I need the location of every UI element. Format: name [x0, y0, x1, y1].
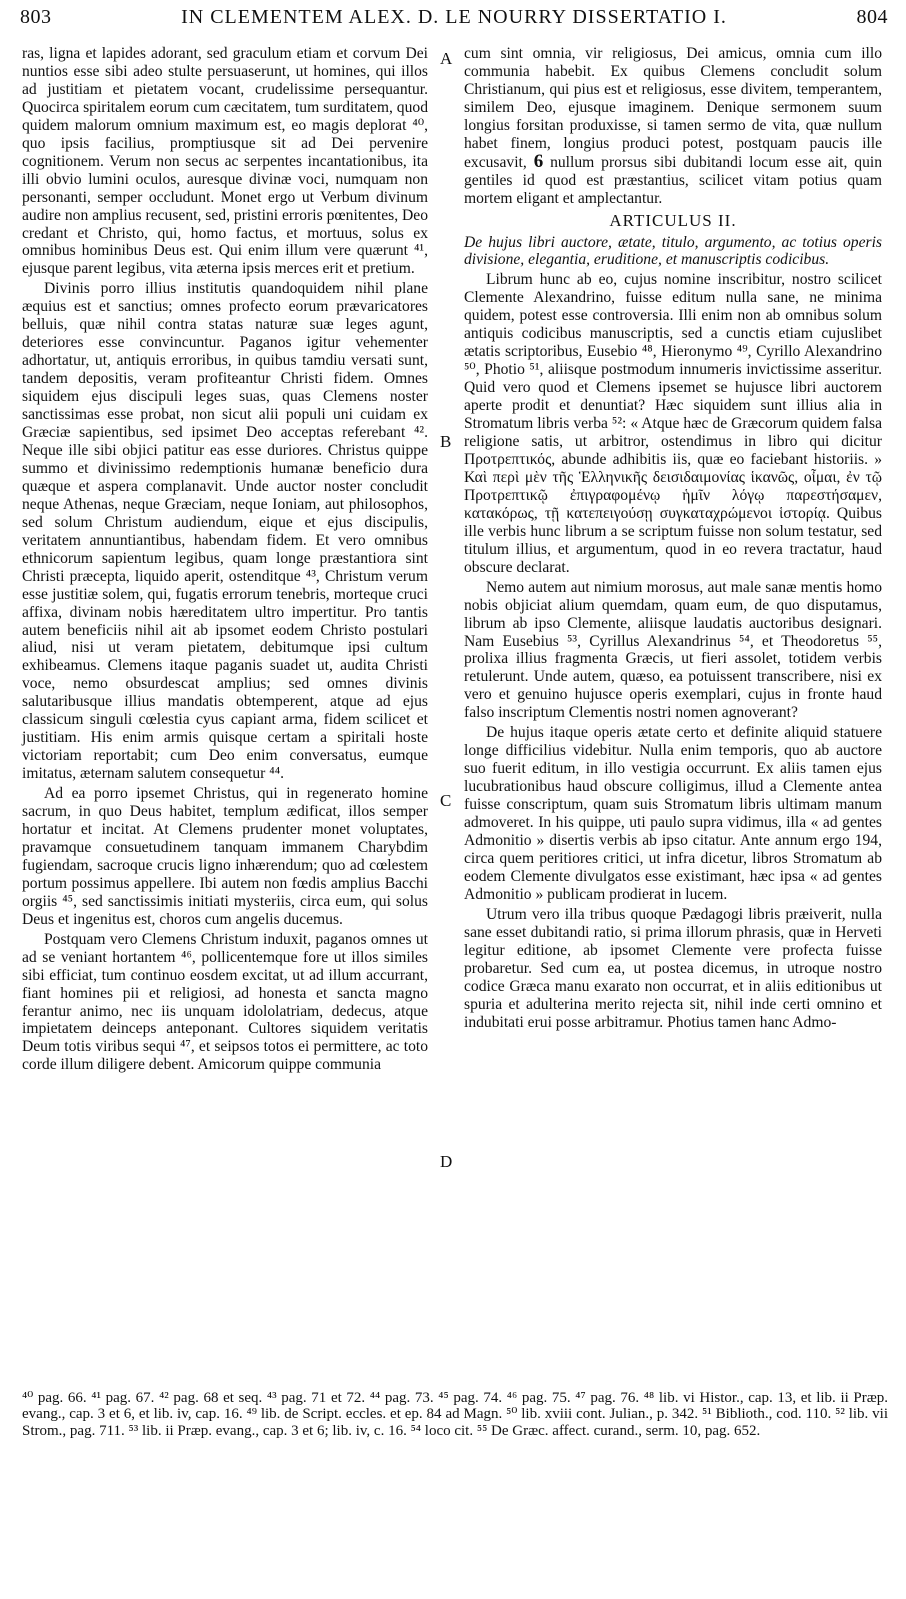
- right-intro-paragraph: [464, 45, 882, 208]
- intro-end-text: nullum prorsus sibi dubitandi locum esse ait, quin gentiles id quod est præstantius, scilicet vitam potius quam mortem eligant et amplectantur.: [464, 153, 882, 207]
- margin-letter-d: D: [440, 1152, 453, 1171]
- left-paragraph: Divinis porro illius institutis quandoquidem nihil plane æquius est et sanctius; omnes profecto eorum prævaricatores belluis, quæ nihil contra statas naturæ suæ leges agunt, deteriores esse convincuntur. Paganos igitur vehementer adhortatur, ut, antiquis erroribus, in quibus tamdiu versati sunt, tandem depositis, veram profiteantur Christi fidem. Omnes siquidem ejus discipuli leges suas, quas Clemens noster sanctissimas esse probat, non sicut alii populi uni cuidam ex Græciæ sapientibus, sed ipsimet Deo acceptas referebant ⁴². Neque ille sibi objici patitur eas esse duriores. Christus quippe summo et divinissimo redemptionis humanæ beneficio dura quæque et aspera complanavit. Unde auctor noster concludit neque Athenas, neque Græciam, neque Ioniam, aut philosophos, sed solum Christum audiendum, eique et ejus discipulis, veritatem annuntiantibus, habendam fidem. Et vero omnibus ethnicorum sapientum legibus, quam longe præstantiora sint Christi præcepta, liquido aperit, ostenditque ⁴³, Christum verum esse justitiæ solem, qui, fugatis errorum tenebris, morteque cruci affixa, divinam nobis hæreditatem ultro impertitur. Pro tantis autem beneficiis nihil ait ab ipsomet eodem Christo postulari aliud, nisi ut veram pietatem, debitumque ipsi cultum exhibeamus. Clemens itaque paganis suadet ut, audita Christi voce, nemo obsurdescat amplius; sed omnes divinis salutaribusque illius mandatis obtemperent, atque ad ejus classicum singuli cœlestia cyus capiant arma, fidem scilicet et justitiam. His enim armis quisque certam a spiritali hoste victoriam reportabit; cum Deo enim conversatus, eumque imitatus, æternam salutem consequetur ⁴⁴.: [22, 280, 428, 783]
- left-paragraph: Postquam vero Clemens Christum induxit, paganos omnes ut ad se veniant hortantem ⁴⁶, pollicentemque fore ut illos similes sibi efficiat, tum continuo eosdem excitat, ut ad illum accurrant, fiant homines pii et religiosi, ad honesta et sancta magno ferantur animo, nec iis unquam idololatriam, dedecus, atque impietatem deinceps anteponant. Cultores siquidem veritatis Deum totis viribus sequi ⁴⁷, et seipsos totos ei permittere, ac toto corde illum diligere debent. Amicorum quippe communia: [22, 930, 428, 1074]
- right-paragraph: Nemo autem aut nimium morosus, aut male sanæ mentis homo nobis objiciat alium quemdam, quam eum, de quo disputamus, librum ab ipso Clemente, aliisque laudatis auctoribus designari. Nam Eusebius ⁵³, Cyrillus Alexandrinus ⁵⁴, et Theodoretus ⁵⁵, prolixa illius fragmenta Græcis, ut fieri assolet, totidem verbis retulerunt. Unde autem, quæso, ea potuissent transcribere, nisi ex vero et genuino hujusce operis exemplari, cujus in fronte haud falso inscriptum Clementis nostri nomen agnoverant?: [464, 578, 882, 722]
- right-paragraph: Librum hunc ab eo, cujus nomine inscribitur, nostro scilicet Clemente Alexandrino, fuisse editum nulla sane, ne minima quidem, potest esse controversia. Illi enim non ab omnibus solum antiquis codicibus manuscriptis, sed a cunctis etiam cujuslibet ætatis scriptoribus, Eusebio ⁴⁸, Hieronymo ⁴⁹, Cyrillo Alexandrino ⁵⁰, Photio ⁵¹, aliisque postmodum innumeris invictissime asseritur. Quid vero quod et Clemens ipsemet se hujusce libri auctorem aperte prodit et denuntiat? Hæc siquidem sunt illius alia in Stromatum libris verba ⁵²: « Atque hæc de Græcorum quidem falsa religione satis, ut arbitror, ostendimus in libro qui dicitur Προτρεπτικός, abunde adhibitis iis, quæ eo faciebant historiis. » Καὶ περὶ μὲν τῆς Ἑλληνικῆς δεισιδαιμονίας ἱκανῶς, οἶμαι, ἐν τῷ Προτρεπτικῷ ἐπιγραφομένῳ ἡμῖν λόγῳ παρεστήσαμεν, κατακόρως, τῇ κατεπειγούσῃ συγκαταχρώμενοι ἱστορίᾳ. Quibus ille verbis hunc librum a se scriptum fuisse non solum testatur, sed titulum illius, et argumentum, quod in eo revera tractatur, haud obscure declarat.: [464, 271, 882, 576]
- column-marker: 6: [533, 150, 544, 172]
- right-column: [464, 45, 882, 1031]
- footnotes: [22, 1390, 888, 1439]
- left-paragraph: Ad ea porro ipsemet Christus, qui in regenerato homine sacrum, in quo Deus habitet, templum ædificat, illos semper hortatur et incitat. At Clemens prudenter monet voluptates, pravamque consuetudinem tanquam immanem Charybdim fugiendam, sacroque crucis ligno inhærendum; quo ad cœlestem portum possimus appellere. Ibi autem non fœdis amplius Bacchi orgiis ⁴⁵, sed sanctissimis initiati mysteriis, circa eum, qui solus Deus et ingenitus est, choros cum angelis ducemus.: [22, 785, 428, 928]
- left-column: [22, 45, 428, 1074]
- right-paragraph: De hujus itaque operis ætate certo et definite aliquid statuere longe difficilius videbitur. Nulla enim temporis, quo ab auctore suo fuerit editum, in illo vestigia occurrunt. Ex aliis tamen ejus lucubrationibus haud obscure colligimus, illud a Clemente antea fuisse conscriptum, quam suis Stromatum libris ultimam manum admoveret. In his quippe, uti paulo supra vidimus, illa « ad gentes Admonitio » disertis verbis ab ipso citatur. Ante annum ergo 194, circa quem peritiores critici, ut infra dicetur, libros Stromatum ab eodem Clemente divulgatos esse existimant, hæc ipsa « ad gentes Admonitio » publicam prodierat in lucem.: [464, 724, 882, 903]
- left-paragraph: ras, ligna et lapides adorant, sed graculum etiam et corvum Dei nuntios esse sibi adeo stulte persuaserunt, ut homines, qui illos ad justitiam et pietatem vocant, crudelissime persequantur. Quocirca spiritalem eorum cum cæcitatem, tum surditatem, quod quidem malorum omnium maximum est, eo magis deplorat ⁴⁰, quo ipsis facilius, promptiusque sit ad Dei pervenire cognitionem. Verum non secus ac serpentes incantationibus, ita illi obvio lumini oculos, auresque divinæ voci, numquam non personanti, semper occludunt. Monet ergo ut Verbum divinum audire non amplius recusent, sed, pristini erroris pœnitentes, Deo credant et Christo, qui, homo factus, et mortuus, solus ex omnibus hominibus Deus est. Qui enim illum vere quærunt ⁴¹, ejusque parent legibus, vita æterna ipsis merces erit et pretium.: [22, 45, 428, 278]
- article-subtitle: De hujus libri auctore, ætate, titulo, argumento, ac totius operis divisione, elegantia, eruditione, et manuscriptis codicibus.: [464, 233, 882, 269]
- intro-text: cum sint omnia, vir religiosus, Dei amicus, omnia cum illo communia habebit. Ex quibus Clemens concludit solum Christianum, qui pius est et religiosus, esse divitem, temperantem, similem Deo, ejusque imaginem. Denique sermonem suum longius forsitan produxisse, si tamen sermo de vita, quæ nullum habet finem, longius produci potest, postquam paucis ille excusavit,: [464, 45, 882, 171]
- margin-letter-a: A: [440, 49, 453, 68]
- margin-letter-c: C: [440, 791, 452, 810]
- page-number-right: 804: [856, 6, 888, 28]
- article-title: ARTICULUS II.: [609, 210, 737, 230]
- right-paragraph: Utrum vero illa tribus quoque Pædagogi libris præiverit, nulla sane esset dubitandi ratio, si prima illorum phrasis, quæ in Herveti legitur editione, ab ipsomet Clemente vere profecta fuisse probaretur. Sed cum ea, ut postea dicemus, in utroque nostro codice Græca manu exarato non occurrat, et in aliis editionibus ut spuria et adulterina merito rejecta sit, nihil inde certi omnino et indubitati erui posse arbitramur. Photius tamen hanc Admo-: [464, 905, 882, 1031]
- page-number-left: 803: [20, 6, 52, 28]
- running-title: IN CLEMENTEM ALEX. D. LE NOURRY DISSERTATIO I.: [181, 6, 727, 28]
- margin-letter-b: B: [440, 432, 452, 451]
- footnote-text: ⁴⁰ pag. 66. ⁴¹ pag. 67. ⁴² pag. 68 et seq. ⁴³ pag. 71 et 72. ⁴⁴ pag. 73. ⁴⁵ pag. 74. ⁴⁶ pag. 75. ⁴⁷ pag. 76. ⁴⁸ lib. vi Histor., cap. 13, et lib. ii Præp. evang., cap. 3 et 6, et lib. iv, cap. 16. ⁴⁹ lib. de Script. eccles. et ep. 84 ad Magn. ⁵⁰ lib. xviii cont. Julian., p. 342. ⁵¹ Biblioth., cod. 110. ⁵² lib. vii Strom., pag. 711. ⁵³ lib. ii Præp. evang., cap. 3 et 6; lib. iv, c. 16. ⁵⁴ loco cit. ⁵⁵ De Græc. affect. curand., serm. 10, pag. 652.: [22, 1390, 888, 1439]
- page-header: [20, 6, 888, 36]
